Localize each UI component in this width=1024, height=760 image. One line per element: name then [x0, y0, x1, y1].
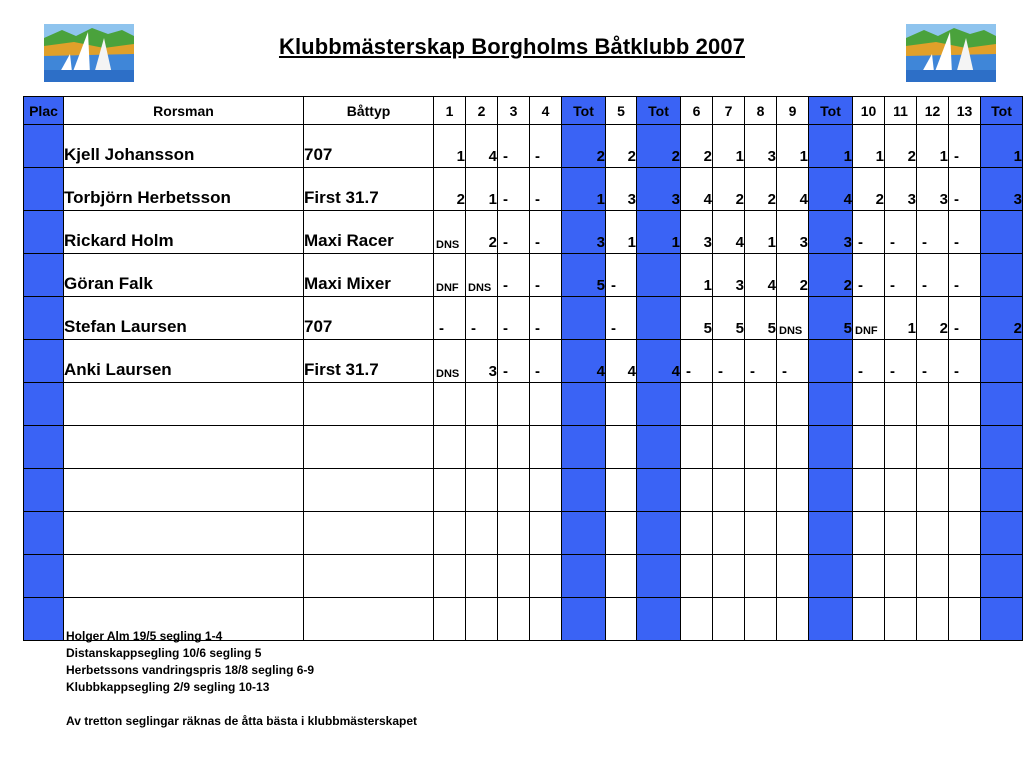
race-result-cell: 5 — [681, 297, 713, 340]
total-cell: 2 — [637, 125, 681, 168]
helmsman-cell: Torbjörn Herbetsson — [64, 168, 304, 211]
race-result-cell — [713, 469, 745, 512]
total-cell: 4 — [562, 340, 606, 383]
total-cell — [637, 555, 681, 598]
race-result-cell: - — [949, 340, 981, 383]
note-line: Distanskappsegling 10/6 segling 5 — [66, 646, 262, 660]
race-result-cell: 1 — [853, 125, 885, 168]
race-result-cell — [434, 555, 466, 598]
race-result-cell — [917, 383, 949, 426]
race-result-cell — [606, 512, 637, 555]
boat-type-cell: 707 — [304, 297, 434, 340]
race-result-cell: - — [885, 340, 917, 383]
table-row — [24, 254, 1023, 297]
race-result-cell — [885, 426, 917, 469]
race-result-cell — [745, 512, 777, 555]
race-result-cell — [713, 555, 745, 598]
total-cell: 3 — [981, 168, 1023, 211]
race-result-cell — [530, 555, 562, 598]
race-result-cell: - — [713, 340, 745, 383]
table-row — [24, 125, 1023, 168]
race-result-cell — [777, 469, 809, 512]
race-result-cell — [949, 426, 981, 469]
race-result-cell — [466, 512, 498, 555]
placement-cell — [24, 426, 64, 469]
helmsman-cell: Göran Falk — [64, 254, 304, 297]
results-table — [23, 96, 1023, 641]
race-result-cell: - — [530, 340, 562, 383]
table-row — [24, 383, 1023, 426]
race-result-cell — [917, 426, 949, 469]
total-cell — [809, 512, 853, 555]
race-result-cell: 4 — [681, 168, 713, 211]
placement-cell — [24, 297, 64, 340]
race-result-cell: 1 — [466, 168, 498, 211]
race-result-cell: 3 — [713, 254, 745, 297]
total-cell — [981, 383, 1023, 426]
page-title: Klubbmästerskap Borgholms Båtklubb 2007 — [278, 34, 746, 59]
column-header: 6 — [681, 97, 713, 125]
race-result-cell: - — [949, 211, 981, 254]
notes-footer: Av tretton seglingar räknas de åtta bästa i klubbmästerskapet — [66, 714, 418, 728]
boat-type-cell — [304, 512, 434, 555]
placement-cell — [24, 254, 64, 297]
table-row — [24, 297, 1023, 340]
total-cell — [637, 426, 681, 469]
helmsman-cell — [64, 469, 304, 512]
race-result-cell — [745, 426, 777, 469]
total-cell — [562, 426, 606, 469]
column-header: 11 — [885, 97, 917, 125]
race-result-cell — [466, 383, 498, 426]
race-result-cell — [777, 598, 809, 641]
race-result-cell: 2 — [777, 254, 809, 297]
race-result-cell: 1 — [745, 211, 777, 254]
total-cell: 1 — [981, 125, 1023, 168]
race-result-cell: 1 — [777, 125, 809, 168]
race-result-cell: - — [917, 254, 949, 297]
total-cell: 1 — [809, 125, 853, 168]
race-result-cell: 2 — [713, 168, 745, 211]
race-result-cell — [853, 383, 885, 426]
column-header: 10 — [853, 97, 885, 125]
total-cell: 3 — [637, 168, 681, 211]
race-result-cell — [498, 426, 530, 469]
table-header-row — [24, 97, 1023, 125]
race-result-cell — [466, 469, 498, 512]
race-result-cell — [885, 469, 917, 512]
total-cell — [809, 598, 853, 641]
race-result-cell: 3 — [606, 168, 637, 211]
total-cell — [637, 297, 681, 340]
race-result-cell — [606, 426, 637, 469]
race-result-cell: DNS — [466, 254, 498, 297]
race-result-cell — [434, 426, 466, 469]
race-result-cell — [853, 469, 885, 512]
boat-type-cell: First 31.7 — [304, 340, 434, 383]
race-result-cell — [777, 512, 809, 555]
race-result-cell: 1 — [434, 125, 466, 168]
race-result-cell: - — [466, 297, 498, 340]
race-result-cell: - — [530, 254, 562, 297]
race-result-cell: 3 — [777, 211, 809, 254]
race-result-cell — [917, 512, 949, 555]
helmsman-cell: Anki Laursen — [64, 340, 304, 383]
race-result-cell — [434, 598, 466, 641]
race-result-cell: DNF — [434, 254, 466, 297]
race-result-cell: - — [949, 125, 981, 168]
boat-type-cell — [304, 383, 434, 426]
race-result-cell: 4 — [466, 125, 498, 168]
column-header: 8 — [745, 97, 777, 125]
race-result-cell — [713, 383, 745, 426]
total-cell — [981, 340, 1023, 383]
total-cell — [637, 598, 681, 641]
column-header: 9 — [777, 97, 809, 125]
column-header: 5 — [606, 97, 637, 125]
placement-cell — [24, 512, 64, 555]
placement-cell — [24, 383, 64, 426]
race-result-cell — [745, 598, 777, 641]
race-result-cell — [606, 469, 637, 512]
race-result-cell: DNS — [434, 340, 466, 383]
race-result-cell — [853, 512, 885, 555]
race-result-cell: - — [498, 125, 530, 168]
total-cell — [562, 297, 606, 340]
race-result-cell — [498, 598, 530, 641]
column-header: Båttyp — [304, 97, 434, 125]
total-cell — [981, 598, 1023, 641]
race-result-cell: 2 — [885, 125, 917, 168]
race-result-cell: - — [498, 340, 530, 383]
race-result-cell — [713, 598, 745, 641]
total-cell — [637, 383, 681, 426]
race-result-cell — [917, 555, 949, 598]
race-result-cell: - — [917, 340, 949, 383]
race-result-cell: - — [434, 297, 466, 340]
total-cell: 4 — [809, 168, 853, 211]
table-row — [24, 469, 1023, 512]
race-result-cell: - — [681, 340, 713, 383]
table-row — [24, 211, 1023, 254]
column-header: 12 — [917, 97, 949, 125]
race-result-cell — [949, 383, 981, 426]
race-result-cell: 2 — [434, 168, 466, 211]
race-result-cell: 3 — [917, 168, 949, 211]
total-cell — [562, 383, 606, 426]
race-result-cell — [949, 512, 981, 555]
race-result-cell — [681, 383, 713, 426]
race-result-cell — [853, 555, 885, 598]
boat-type-cell — [304, 426, 434, 469]
race-result-cell — [949, 555, 981, 598]
race-result-cell: - — [530, 211, 562, 254]
race-result-cell — [917, 598, 949, 641]
race-result-cell — [466, 598, 498, 641]
race-result-cell — [498, 383, 530, 426]
race-result-cell: 3 — [681, 211, 713, 254]
placement-cell — [24, 340, 64, 383]
column-header: 4 — [530, 97, 562, 125]
race-result-cell — [530, 469, 562, 512]
total-cell — [809, 555, 853, 598]
table-row — [24, 168, 1023, 211]
column-header: 7 — [713, 97, 745, 125]
total-cell: 4 — [637, 340, 681, 383]
race-result-cell: - — [530, 168, 562, 211]
race-result-cell — [949, 469, 981, 512]
race-result-cell: 4 — [713, 211, 745, 254]
race-result-cell: - — [606, 254, 637, 297]
race-result-cell: 1 — [885, 297, 917, 340]
race-result-cell — [530, 426, 562, 469]
table-row — [24, 426, 1023, 469]
total-cell — [562, 512, 606, 555]
race-result-cell — [885, 383, 917, 426]
total-cell — [981, 254, 1023, 297]
race-result-cell: - — [853, 211, 885, 254]
race-result-cell — [530, 598, 562, 641]
helmsman-cell — [64, 383, 304, 426]
race-result-cell — [498, 512, 530, 555]
column-header: 1 — [434, 97, 466, 125]
total-cell — [981, 512, 1023, 555]
table-row — [24, 555, 1023, 598]
total-cell — [809, 426, 853, 469]
total-cell — [637, 254, 681, 297]
note-line: Herbetssons vandringspris 18/8 segling 6-9 — [66, 663, 315, 677]
total-cell — [981, 426, 1023, 469]
race-result-cell: 2 — [466, 211, 498, 254]
race-result-cell: 1 — [681, 254, 713, 297]
helmsman-cell: Rickard Holm — [64, 211, 304, 254]
total-cell: 3 — [562, 211, 606, 254]
race-result-cell: - — [498, 297, 530, 340]
total-cell — [809, 383, 853, 426]
race-result-cell — [885, 598, 917, 641]
total-cell — [981, 211, 1023, 254]
boat-type-cell: First 31.7 — [304, 168, 434, 211]
race-result-cell: - — [606, 297, 637, 340]
placement-cell — [24, 125, 64, 168]
column-header: Rorsman — [64, 97, 304, 125]
race-result-cell: - — [949, 254, 981, 297]
race-result-cell — [745, 555, 777, 598]
race-result-cell: DNS — [434, 211, 466, 254]
race-result-cell: DNS — [777, 297, 809, 340]
total-cell: 5 — [562, 254, 606, 297]
total-cell — [809, 340, 853, 383]
note-line: Holger Alm 19/5 segling 1-4 — [66, 629, 223, 643]
race-result-cell — [713, 512, 745, 555]
total-cell — [637, 512, 681, 555]
race-result-cell: - — [885, 254, 917, 297]
placement-cell — [24, 469, 64, 512]
placement-cell — [24, 555, 64, 598]
total-cell — [562, 469, 606, 512]
race-result-cell: - — [498, 211, 530, 254]
helmsman-cell: Stefan Laursen — [64, 297, 304, 340]
total-cell — [562, 555, 606, 598]
total-cell — [809, 469, 853, 512]
race-result-cell — [681, 598, 713, 641]
race-result-cell — [498, 469, 530, 512]
race-result-cell: 2 — [917, 297, 949, 340]
total-cell — [562, 598, 606, 641]
placement-cell — [24, 211, 64, 254]
notes — [66, 628, 417, 730]
race-result-cell: 2 — [606, 125, 637, 168]
race-result-cell — [777, 426, 809, 469]
race-result-cell: - — [853, 340, 885, 383]
race-result-cell — [885, 555, 917, 598]
table-row — [24, 512, 1023, 555]
race-result-cell: 5 — [745, 297, 777, 340]
race-result-cell — [853, 426, 885, 469]
column-header: 13 — [949, 97, 981, 125]
race-result-cell: - — [498, 254, 530, 297]
total-cell — [981, 469, 1023, 512]
column-header: Tot — [637, 97, 681, 125]
note-line: Klubbkappsegling 2/9 segling 10-13 — [66, 680, 270, 694]
race-result-cell: DNF — [853, 297, 885, 340]
race-result-cell: 5 — [713, 297, 745, 340]
placement-cell — [24, 598, 64, 641]
race-result-cell: 2 — [745, 168, 777, 211]
helmsman-cell — [64, 555, 304, 598]
table-row — [24, 340, 1023, 383]
race-result-cell — [606, 555, 637, 598]
race-result-cell: - — [885, 211, 917, 254]
column-header: 2 — [466, 97, 498, 125]
column-header: Tot — [981, 97, 1023, 125]
boat-type-cell: Maxi Mixer — [304, 254, 434, 297]
race-result-cell: - — [777, 340, 809, 383]
boat-type-cell: Maxi Racer — [304, 211, 434, 254]
race-result-cell — [498, 555, 530, 598]
race-result-cell — [606, 383, 637, 426]
race-result-cell — [917, 469, 949, 512]
race-result-cell: 4 — [606, 340, 637, 383]
race-result-cell: - — [498, 168, 530, 211]
race-result-cell: 1 — [606, 211, 637, 254]
column-header: 3 — [498, 97, 530, 125]
race-result-cell — [777, 383, 809, 426]
helmsman-cell — [64, 426, 304, 469]
column-header: Plac — [24, 97, 64, 125]
race-result-cell — [681, 555, 713, 598]
total-cell: 1 — [637, 211, 681, 254]
race-result-cell — [530, 383, 562, 426]
race-result-cell — [434, 512, 466, 555]
total-cell: 2 — [981, 297, 1023, 340]
race-result-cell — [466, 555, 498, 598]
race-result-cell — [745, 383, 777, 426]
race-result-cell — [681, 512, 713, 555]
race-result-cell: 1 — [917, 125, 949, 168]
race-result-cell: 4 — [777, 168, 809, 211]
race-result-cell — [466, 426, 498, 469]
total-cell: 2 — [809, 254, 853, 297]
helmsman-cell — [64, 512, 304, 555]
race-result-cell — [745, 469, 777, 512]
total-cell — [637, 469, 681, 512]
race-result-cell — [434, 383, 466, 426]
helmsman-cell: Kjell Johansson — [64, 125, 304, 168]
boat-type-cell: 707 — [304, 125, 434, 168]
race-result-cell — [853, 598, 885, 641]
race-result-cell: - — [949, 168, 981, 211]
race-result-cell: - — [530, 297, 562, 340]
total-cell: 2 — [562, 125, 606, 168]
placement-cell — [24, 168, 64, 211]
race-result-cell: - — [949, 297, 981, 340]
column-header: Tot — [809, 97, 853, 125]
total-cell: 3 — [809, 211, 853, 254]
race-result-cell — [949, 598, 981, 641]
race-result-cell — [681, 426, 713, 469]
race-result-cell — [885, 512, 917, 555]
total-cell: 1 — [562, 168, 606, 211]
total-cell — [981, 555, 1023, 598]
race-result-cell: 2 — [681, 125, 713, 168]
race-result-cell: 2 — [853, 168, 885, 211]
race-result-cell: 3 — [466, 340, 498, 383]
race-result-cell — [606, 598, 637, 641]
race-result-cell: 1 — [713, 125, 745, 168]
race-result-cell: 4 — [745, 254, 777, 297]
race-result-cell — [777, 555, 809, 598]
boat-type-cell — [304, 555, 434, 598]
race-result-cell — [681, 469, 713, 512]
race-result-cell: - — [745, 340, 777, 383]
race-result-cell — [713, 426, 745, 469]
race-result-cell: - — [530, 125, 562, 168]
race-result-cell — [434, 469, 466, 512]
race-result-cell — [530, 512, 562, 555]
race-result-cell: - — [853, 254, 885, 297]
total-cell: 5 — [809, 297, 853, 340]
boat-type-cell — [304, 469, 434, 512]
column-header: Tot — [562, 97, 606, 125]
race-result-cell: 3 — [745, 125, 777, 168]
race-result-cell: 3 — [885, 168, 917, 211]
race-result-cell: - — [917, 211, 949, 254]
